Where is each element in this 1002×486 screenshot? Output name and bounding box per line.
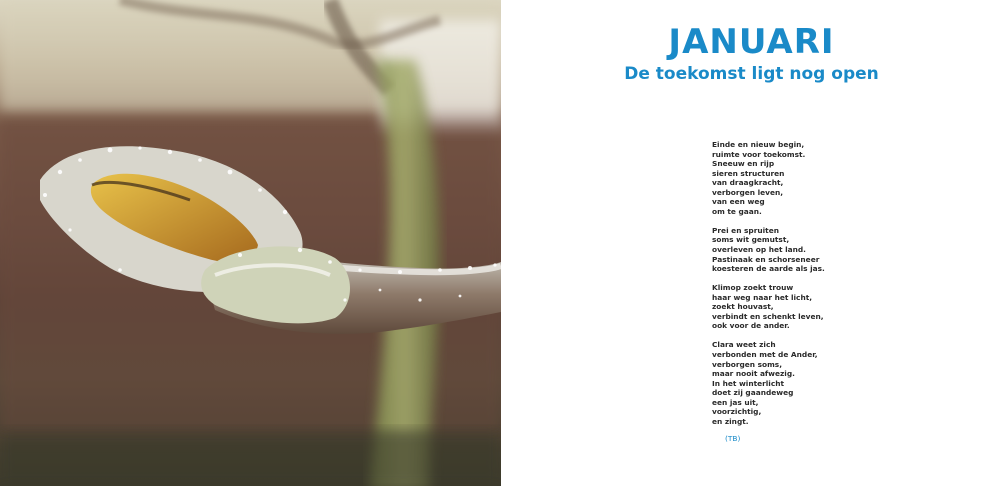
poem-line: voorzichtig,: [712, 407, 762, 417]
poem-line: Pastinaak en schorseneer: [712, 254, 820, 264]
stanza-3: [712, 283, 912, 331]
poem-line: van draagkracht,: [712, 178, 784, 188]
poem-line: een jas uit,: [712, 397, 759, 407]
poem-line: In het winterlicht: [712, 378, 785, 388]
poem-line: Klimop zoekt trouw: [712, 283, 794, 293]
poem-line: Sneeuw en rijp: [712, 159, 775, 169]
poem-line: zoekt houvast,: [712, 302, 774, 312]
poem-line: verborgen leven,: [712, 187, 784, 197]
poem-line: sieren structuren: [712, 168, 785, 178]
poem-line: ook voor de ander.: [712, 321, 790, 331]
poem-line: maar nooit afwezig.: [712, 369, 795, 379]
poem-line: en zingt.: [712, 416, 749, 426]
poem-line: Einde en nieuw begin,: [712, 140, 805, 149]
poem-line: Clara weet zich: [712, 340, 776, 350]
poem-line: verbindt en schenkt leven,: [712, 311, 824, 321]
page-subtitle: De toekomst ligt nog open: [624, 64, 879, 84]
stanza-2: [712, 226, 912, 274]
poem: [712, 140, 912, 436]
month-title: JANUARI: [668, 22, 835, 62]
stanza-1: [712, 140, 912, 216]
poem-signature: (TB): [725, 434, 741, 443]
poem-page: [501, 0, 1002, 486]
poem-line: Prei en spruiten: [712, 225, 779, 235]
poem-line: koesteren de aarde als jas.: [712, 264, 825, 274]
poem-line: haar weg naar het licht,: [712, 292, 813, 302]
poem-line: van een weg: [712, 197, 765, 207]
poem-line: doet zij gaandeweg: [712, 388, 794, 398]
poem-line: om te gaan.: [712, 206, 762, 216]
stanza-4: [712, 340, 912, 426]
poem-line: overleven op het land.: [712, 245, 806, 255]
poem-line: verborgen soms,: [712, 359, 783, 369]
poem-line: soms wit gemutst,: [712, 235, 790, 245]
poem-line: ruimte voor toekomst.: [712, 149, 806, 159]
poem-line: verbonden met de Ander,: [712, 350, 818, 360]
